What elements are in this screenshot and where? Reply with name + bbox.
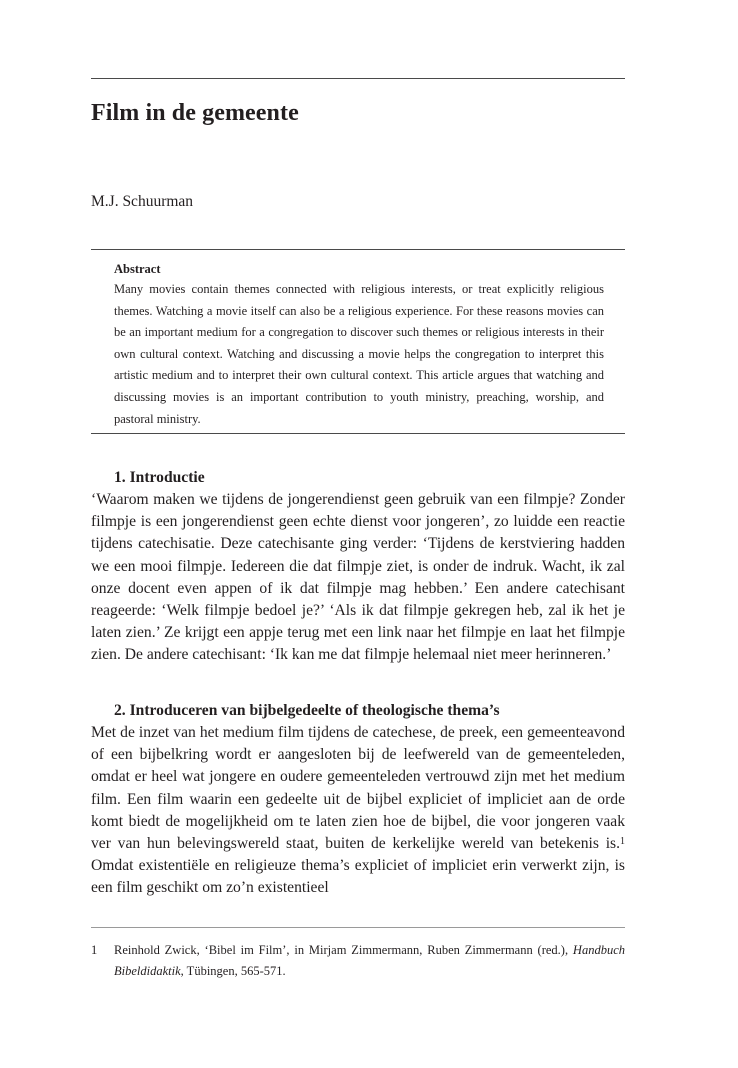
section-1-body: ‘Waarom maken we tijdens de jongerendienst geen gebruik van een filmpje? Zonder filmpje is een jongerendienst geen echte dienst voor jongeren’, zo luidde een reactie tijdens catechisatie. Deze catechisante ging verder: ‘Tijdens de kerstviering hadden we een mooi filmpje. Iedereen die dat filmpje ziet, is onder de indruk. Wacht, ik zal onze docent even appen of ik dat filmpje mag hebben.’ Een andere catechisant reageerde: ‘Welk filmpje bedoel je?’ ‘Als ik dat filmpje gekregen heb, zal ik het je laten zien.’ Ze krijgt een appje terug met een link naar het filmpje en laat het filmpje zien. De andere catechisant: ‘Ik kan me dat filmpje helemaal niet meer herinneren.’ bbox=[91, 491, 625, 664]
footnote bbox=[91, 940, 625, 982]
section-introductie bbox=[91, 467, 625, 667]
footnote-text-part-1: Reinhold Zwick, ‘Bibel im Film’, in Mirjam Zimmermann, Ruben Zimmermann (red.), bbox=[114, 943, 573, 957]
abstract-text: Many movies contain themes connected with religious interests, or treat explicitly religious themes. Watching a movie itself can also be a religious experience. For these reasons movies can be an important medium for a congregation to discover such themes or religious interests in their own cultural context. Watching and discussing a movie helps the congregation to interpret this artistic medium and to interpret their own cultural context. This article argues that watching and discussing movies is an important contribution to youth ministry, preaching, worship, and pastoral ministry. bbox=[114, 282, 604, 426]
abstract-heading: Abstract bbox=[114, 262, 161, 276]
footnote-number: 1 bbox=[91, 943, 98, 957]
article-title: Film in de gemeente bbox=[91, 100, 299, 126]
author-name: M.J. Schuurman bbox=[91, 193, 194, 210]
footnote-reference: 1 bbox=[620, 836, 625, 848]
footnote-book-title: Handbuch Bibeldidaktik bbox=[114, 943, 625, 978]
footnote-rule bbox=[91, 927, 625, 928]
section-2-body-part-2: Omdat existentiële en religieuze thema’s expliciet of impliciet erin verwerkt zijn, is een film geschikt om zo’n existentieel bbox=[91, 857, 625, 897]
abstract-block bbox=[114, 259, 604, 430]
footnote-text-part-2: , Tübingen, 565-571. bbox=[180, 964, 286, 978]
footnote-text bbox=[114, 940, 625, 982]
section-2-body-part-1: Met de inzet van het medium film tijdens de catechese, de preek, een gemeenteavond of een bijbelkring wordt er aangesloten bij de leefwereld van de gemeenteleden, omdat er heel wat jongere en oudere gemeenteleden vertrouwd zijn met het medium film. Een film waarin een gedeelte uit de bijbel expliciet of impliciet aan de orde komt biedt de mogelijkheid om te laten zien hoe de bijbel, die voor jongeren vaak ver van hun belevingswereld staat, buiten de kerkelijke wereld van betekenis is. bbox=[91, 724, 625, 853]
section-2-heading: 2. Introduceren van bijbelgedeelte of theologische thema’s bbox=[114, 702, 500, 719]
abstract-top-rule bbox=[91, 249, 625, 250]
section-1-heading: 1. Introductie bbox=[114, 469, 205, 486]
section-introduceren bbox=[91, 700, 625, 900]
section-2-body bbox=[91, 722, 625, 900]
abstract-bottom-rule bbox=[91, 433, 625, 434]
header-rule bbox=[91, 78, 625, 79]
